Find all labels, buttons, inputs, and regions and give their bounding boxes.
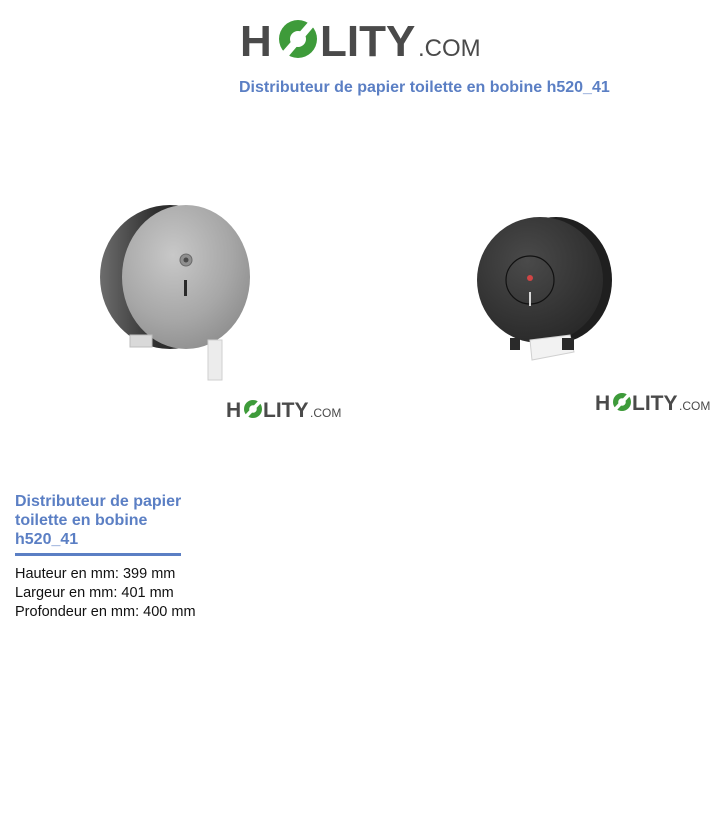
holity-logo[interactable] xyxy=(240,12,485,68)
watermark-suffix: .COM xyxy=(679,399,711,413)
spec-title: Distributeur de papier toilette en bobine h520_41 xyxy=(15,493,182,548)
logo-letter-h: H xyxy=(240,17,272,66)
watermark-suffix: .COM xyxy=(310,406,342,420)
logo-suffix: .COM xyxy=(418,35,481,62)
logo-o-mark-icon xyxy=(244,400,262,418)
watermark-letters-lity: LITY xyxy=(263,399,309,422)
watermark-letters-lity: LITY xyxy=(632,392,678,415)
holity-logo-watermark xyxy=(595,389,711,416)
spec-title-underline xyxy=(15,553,181,556)
logo-o-mark-icon xyxy=(279,20,317,58)
logo-o-mark-icon xyxy=(613,393,631,411)
spec-depth: Profondeur en mm: 400 mm xyxy=(15,604,196,620)
spec-width: Largeur en mm: 401 mm xyxy=(15,585,174,601)
watermark-letter-h: H xyxy=(226,399,242,422)
watermark-letter-h: H xyxy=(595,392,611,415)
logo-letters-lity: LITY xyxy=(320,17,416,66)
spec-height: Hauteur en mm: 399 mm xyxy=(15,566,176,582)
page-title: Distributeur de papier toilette en bobine h520_41 xyxy=(239,79,610,96)
product-image-black xyxy=(470,210,620,365)
holity-logo-watermark xyxy=(226,396,342,423)
product-image-steel xyxy=(90,185,280,390)
spec-list xyxy=(15,565,196,622)
